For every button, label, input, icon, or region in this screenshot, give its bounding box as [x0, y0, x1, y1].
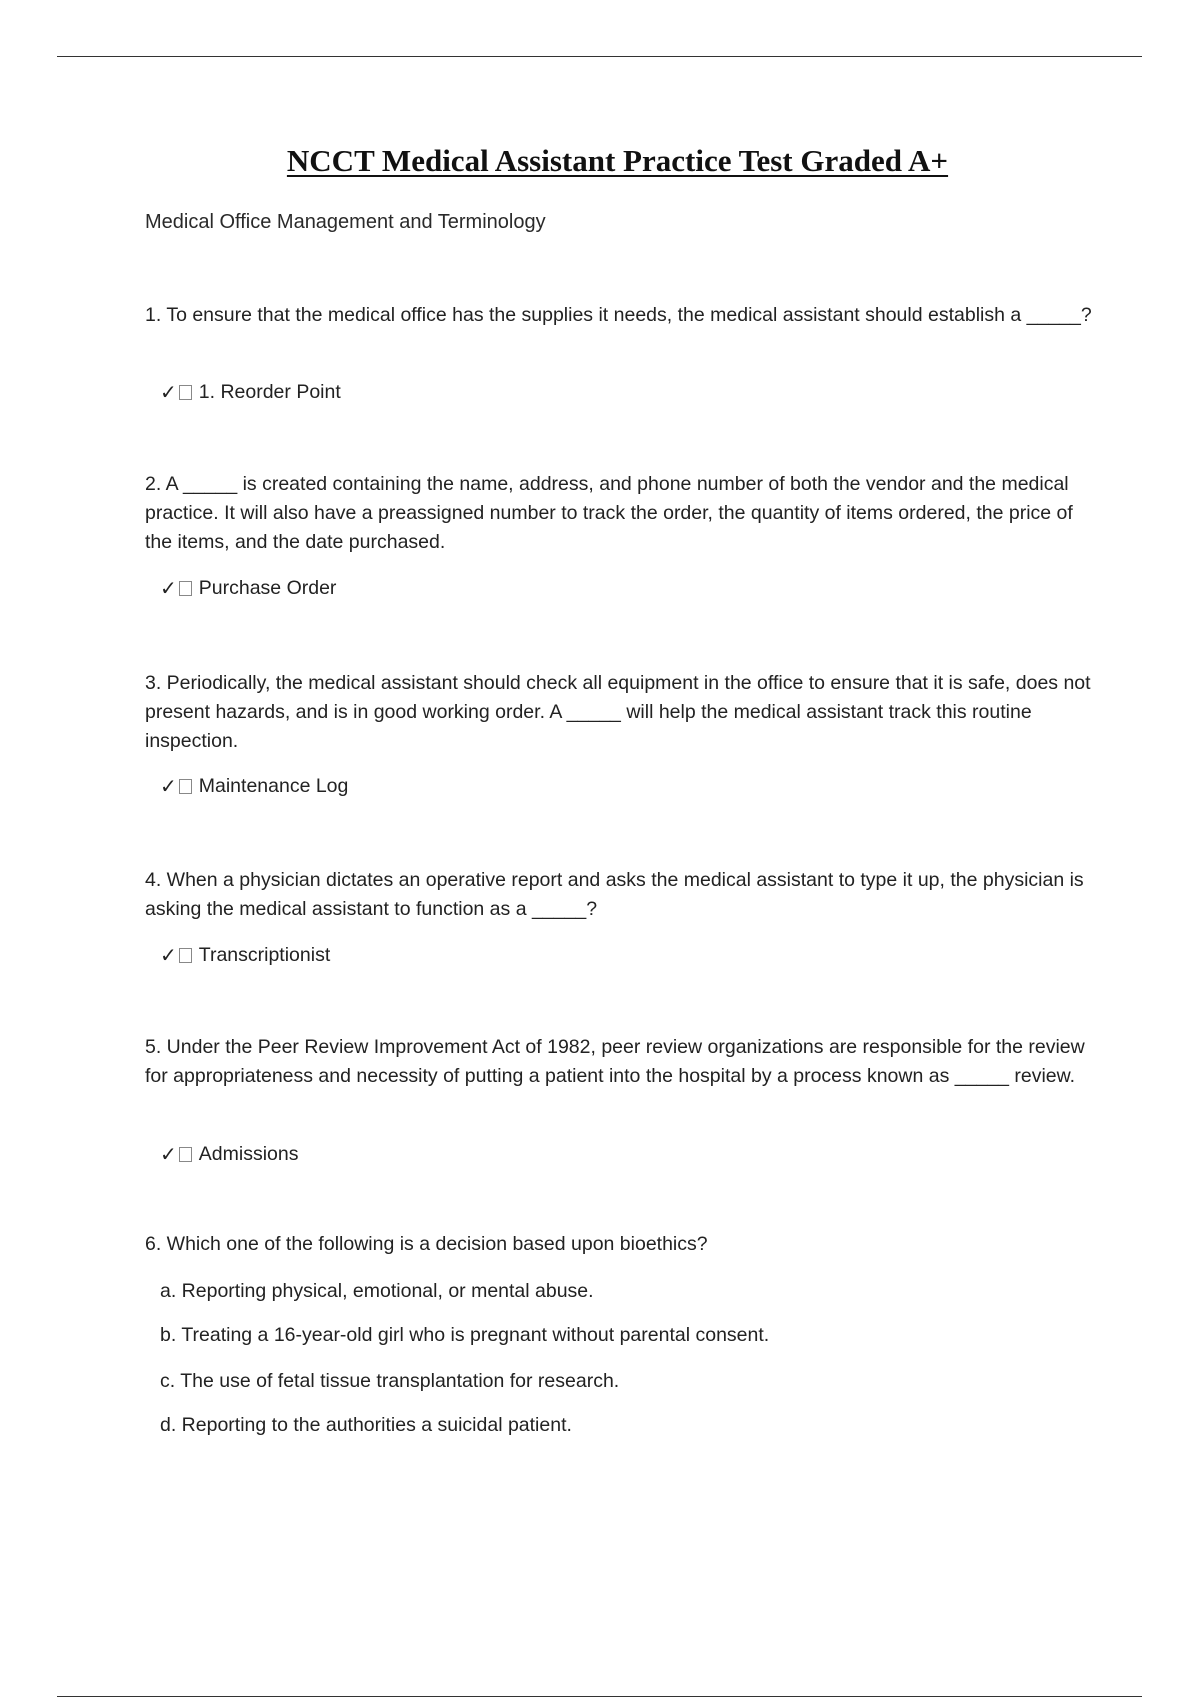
option-c: c. The use of fetal tissue transplantation for research. — [160, 1370, 620, 1392]
checkbox-icon — [179, 779, 192, 794]
answer-5 — [160, 1140, 298, 1169]
check-icon: ✓ — [160, 943, 177, 967]
answer-2 — [160, 574, 336, 603]
question-4: 4. When a physician dictates an operative report and asks the medical assistant to type it up, the physician is asking the medical assistant to function as a _____? — [145, 869, 1084, 920]
question-3: 3. Periodically, the medical assistant should check all equipment in the office to ensure that it is safe, does not present hazards, and is in good working order. A _____ will help the medical assistant track this routine inspection. — [145, 672, 1091, 752]
section-heading: Medical Office Management and Terminology — [145, 211, 546, 233]
option-d: d. Reporting to the authorities a suicidal patient. — [160, 1414, 572, 1436]
answer-3-text: Maintenance Log — [198, 775, 349, 797]
check-icon: ✓ — [160, 380, 177, 404]
check-icon: ✓ — [160, 1142, 177, 1166]
answer-2-text: Purchase Order — [198, 577, 337, 599]
bottom-rule — [57, 1696, 1142, 1697]
question-2: 2. A _____ is created containing the name, address, and phone number of both the vendor and the medical practice. It will also have a preassigned number to track the order, the quantity of items ordered, the price of the items, and the date purchased. — [145, 473, 1073, 553]
checkbox-icon — [179, 581, 192, 596]
answer-3 — [160, 772, 348, 801]
question-6: 6. Which one of the following is a decision based upon bioethics? — [145, 1233, 708, 1255]
question-1: 1. To ensure that the medical office has the supplies it needs, the medical assistant should establish a _____? — [145, 304, 1092, 326]
option-a: a. Reporting physical, emotional, or mental abuse. — [160, 1280, 594, 1302]
checkbox-icon — [179, 385, 192, 400]
check-icon: ✓ — [160, 774, 177, 798]
option-b: b. Treating a 16-year-old girl who is pregnant without parental consent. — [160, 1324, 770, 1346]
page-title: NCCT Medical Assistant Practice Test Graded A+ — [286, 143, 949, 178]
check-icon: ✓ — [160, 576, 177, 600]
answer-1-text: 1. Reorder Point — [198, 381, 341, 403]
answer-1 — [160, 378, 341, 407]
answer-4-text: Transcriptionist — [198, 944, 331, 966]
answer-5-text: Admissions — [198, 1143, 299, 1165]
answer-4 — [160, 941, 330, 970]
top-rule — [57, 56, 1142, 57]
checkbox-icon — [179, 1147, 192, 1162]
checkbox-icon — [179, 948, 192, 963]
question-5: 5. Under the Peer Review Improvement Act of 1982, peer review organizations are responsible for the review for appropriateness and necessity of putting a patient into the hospital by a process known as _____ review. — [145, 1036, 1085, 1087]
